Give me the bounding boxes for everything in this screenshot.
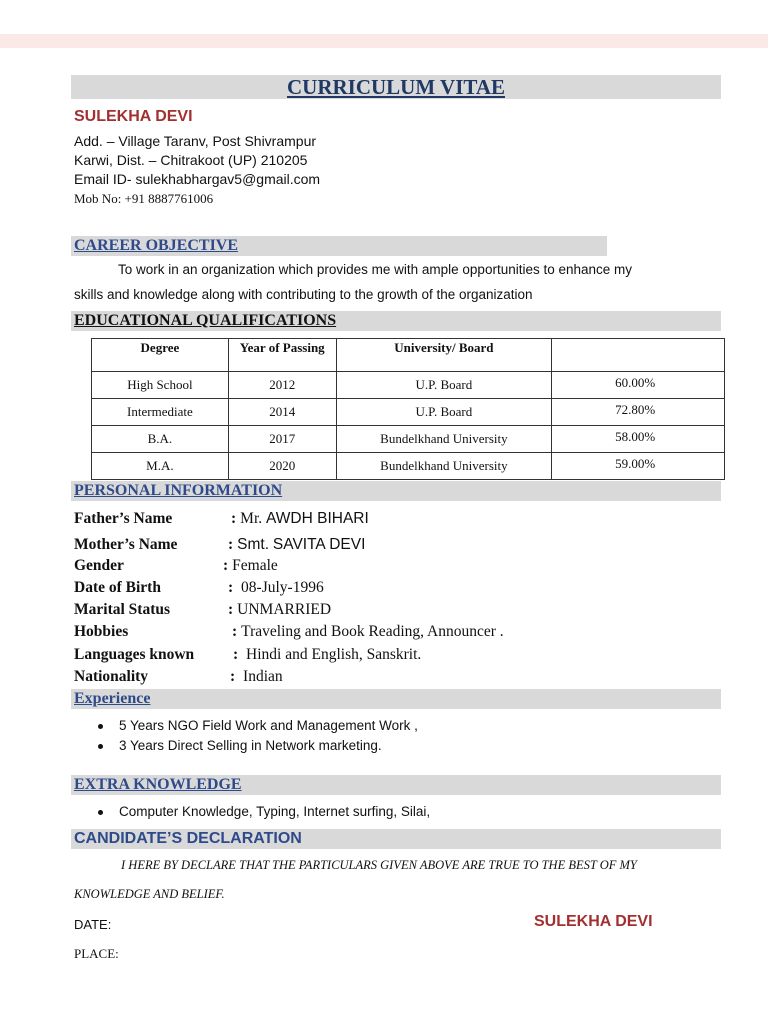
list-item xyxy=(98,716,418,736)
experience-band xyxy=(71,689,721,709)
column-header-year: Year of Passing xyxy=(228,339,336,372)
dob-value xyxy=(228,579,324,597)
declaration-line-2: KNOWLEDGE AND BELIEF. xyxy=(74,887,225,901)
nationality-text: Indian xyxy=(243,668,283,685)
separator-colon: : xyxy=(230,668,236,685)
signature-name: SULEKHA DEVI xyxy=(534,913,653,930)
experience-item-text: 3 Years Direct Selling in Network marketing. xyxy=(119,738,382,753)
dob-label: Date of Birth xyxy=(74,579,161,596)
board-cell: Bundelkhand University xyxy=(336,426,552,453)
experience-heading: Experience xyxy=(74,690,151,707)
board-cell: Bundelkhand University xyxy=(336,453,552,480)
education-table-header xyxy=(92,339,725,372)
mobile-line: Mob No: +91 8887761006 xyxy=(74,191,214,206)
experience-list xyxy=(98,716,418,756)
nationality-value xyxy=(230,668,283,686)
bullet-icon xyxy=(98,744,103,749)
languages-label: Languages known xyxy=(74,646,195,663)
year-cell: 2020 xyxy=(228,453,336,480)
date-label: DATE: xyxy=(74,917,112,932)
degree-cell: Intermediate xyxy=(92,399,229,426)
extra-knowledge-list xyxy=(98,802,430,822)
column-header-percent xyxy=(552,339,725,372)
email-line: Email ID- sulekhabhargav5@gmail.com xyxy=(74,171,321,187)
candidate-name: SULEKHA DEVI xyxy=(74,108,193,125)
address-line-1: Add. – Village Taranv, Post Shivrampur xyxy=(74,133,317,149)
separator-colon: : xyxy=(233,646,239,663)
degree-cell: M.A. xyxy=(92,453,229,480)
year-cell: 2017 xyxy=(228,426,336,453)
percent-cell: 72.80% xyxy=(552,399,725,426)
hobbies-value xyxy=(232,623,504,641)
percent-cell: 58.00% xyxy=(552,426,725,453)
personal-info-heading: PERSONAL INFORMATION xyxy=(74,482,283,499)
bullet-icon xyxy=(98,810,103,815)
separator-colon: : xyxy=(223,557,229,574)
mother-name-label: Mother’s Name xyxy=(74,536,178,553)
extra-knowledge-heading: EXTRA KNOWLEDGE xyxy=(74,776,242,793)
marital-status-text: UNMARRIED xyxy=(237,601,332,618)
document-title: CURRICULUM VITAE xyxy=(287,75,505,99)
mother-name-value xyxy=(228,536,365,554)
mother-name-prefix: Smt. xyxy=(237,536,270,553)
place-label: PLACE: xyxy=(74,946,119,961)
experience-item-text: 5 Years NGO Field Work and Management Work , xyxy=(119,718,418,733)
extra-knowledge-item-text: Computer Knowledge, Typing, Internet surfing, Silai, xyxy=(119,804,431,819)
gender-value xyxy=(223,557,278,575)
hobbies-text: Traveling and Book Reading, Announcer . xyxy=(241,623,504,640)
address-line-2: Karwi, Dist. – Chitrakoot (UP) 210205 xyxy=(74,152,308,168)
board-cell: U.P. Board xyxy=(336,399,552,426)
hobbies-label: Hobbies xyxy=(74,623,129,640)
list-item xyxy=(98,802,430,822)
separator-colon: : xyxy=(228,579,234,596)
table-row xyxy=(92,372,725,399)
father-name-label: Father’s Name xyxy=(74,510,173,527)
separator-colon: : xyxy=(228,601,234,618)
father-name-value xyxy=(231,510,369,528)
education-heading: EDUCATIONAL QUALIFICATIONS xyxy=(74,312,337,329)
languages-value xyxy=(233,646,421,664)
marital-status-label: Marital Status xyxy=(74,601,171,618)
gender-text: Female xyxy=(232,557,278,574)
table-row xyxy=(92,426,725,453)
degree-cell: High School xyxy=(92,372,229,399)
separator-colon: : xyxy=(232,623,238,640)
declaration-line-1: I HERE BY DECLARE THAT THE PARTICULARS GIVEN ABOVE ARE TRUE TO THE BEST OF MY xyxy=(121,858,637,872)
father-name-prefix: Mr. xyxy=(240,510,263,527)
board-cell: U.P. Board xyxy=(336,372,552,399)
dob-text: 08-July-1996 xyxy=(241,579,324,596)
top-page-band xyxy=(0,34,768,48)
percent-cell: 59.00% xyxy=(552,453,725,480)
bullet-icon xyxy=(98,724,103,729)
percent-cell: 60.00% xyxy=(552,372,725,399)
column-header-board: University/ Board xyxy=(336,339,552,372)
list-item xyxy=(98,736,418,756)
table-row xyxy=(92,453,725,480)
column-header-degree: Degree xyxy=(92,339,229,372)
career-objective-line-1: To work in an organization which provides me with ample opportunities to enhance my xyxy=(118,262,633,277)
career-objective-heading: CAREER OBJECTIVE xyxy=(74,237,239,254)
education-table xyxy=(91,338,725,480)
nationality-label: Nationality xyxy=(74,668,149,685)
gender-label: Gender xyxy=(74,557,124,574)
year-cell: 2014 xyxy=(228,399,336,426)
marital-status-value xyxy=(228,601,331,619)
languages-text: Hindi and English, Sanskrit. xyxy=(246,646,422,663)
table-row xyxy=(92,399,725,426)
separator-colon: : xyxy=(228,536,234,553)
career-objective-line-2: skills and knowledge along with contributing to the growth of the organization xyxy=(74,287,533,302)
mother-name-text: SAVITA DEVI xyxy=(272,536,366,553)
declaration-heading: CANDIDATE’S DECLARATION xyxy=(74,830,302,847)
father-name-text: AWDH BIHARI xyxy=(266,510,369,527)
year-cell: 2012 xyxy=(228,372,336,399)
degree-cell: B.A. xyxy=(92,426,229,453)
separator-colon: : xyxy=(231,510,237,527)
